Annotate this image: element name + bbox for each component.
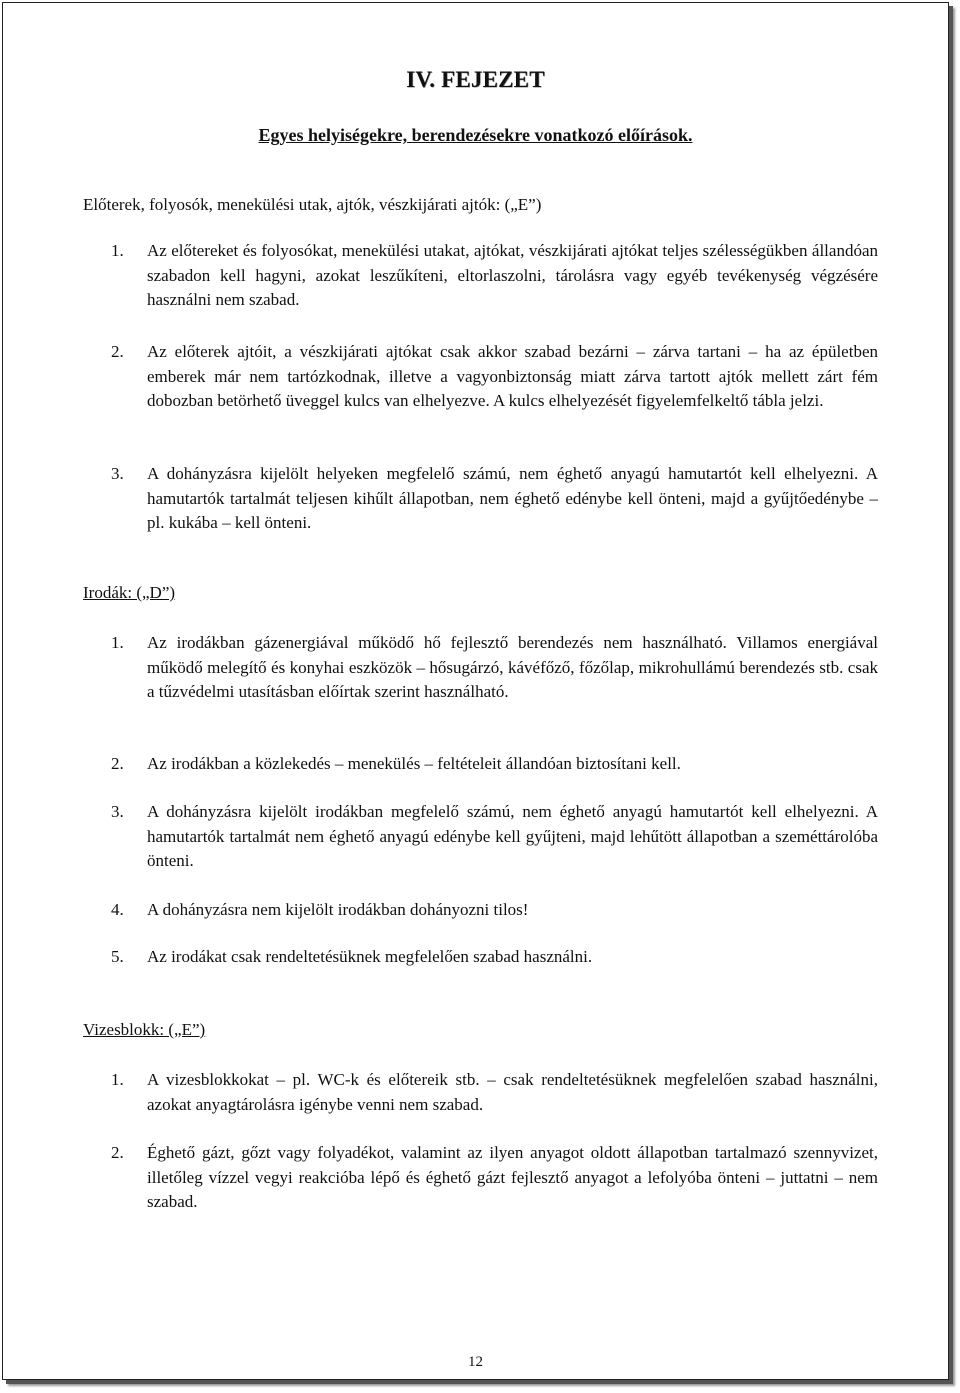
item-number: 5. [111, 947, 124, 966]
item-text: Az előterek ajtóit, a vészkijárati ajtókat csak akkor szabad bezárni – zárva tartani – ha az épületben emberek már nem tartózkodnak, illetve a vagyonbiztonság miatt zárva tartott ajtók mellett zárt fém dobozban betörhető üveggel kulcs van elhelyezve. A kulcs elhelyezését figyelemfelkeltő tábla jelzi. [147, 342, 878, 410]
chapter-title: IV. FEJEZET [406, 67, 545, 92]
item-number: 4. [111, 900, 124, 919]
item-text: A vizesblokkokat – pl. WC-k és előtereik stb. – csak rendeltetésüknek megfelelően szabad használni, azokat anyagtárolásra igénybe venni nem szabad. [147, 1070, 878, 1114]
subtitle: Egyes helyiségekre, berendezésekre vonatkozó előírások. [258, 125, 693, 145]
item-text: A dohányzásra nem kijelölt irodákban dohányozni tilos! [147, 900, 529, 919]
item-number: 1. [111, 1070, 124, 1089]
page-number: 12 [468, 1354, 483, 1370]
item-number: 3. [111, 802, 124, 821]
list-item [111, 631, 878, 705]
item-number: 3. [111, 464, 124, 483]
item-number: 2. [111, 1143, 124, 1162]
item-number: 1. [111, 633, 124, 652]
list-item [111, 462, 878, 536]
section-heading-vizesblokk: Vizesblokk: („E”) [83, 1020, 206, 1039]
document-page [2, 2, 949, 1380]
item-text: A dohányzásra kijelölt irodákban megfelelő számú, nem éghető anyagú hamutartót kell elhelyezni. A hamutartók tartalmát nem éghető anyagú edénybe kell gyűjteni, majd lehűtött állapotban a szeméttárolóba önteni. [147, 802, 878, 870]
section-heading-irodak: Irodák: („D”) [83, 583, 176, 602]
list-item [111, 1068, 878, 1117]
item-number: 2. [111, 342, 124, 361]
list-item [111, 1141, 878, 1215]
list-item [111, 898, 878, 923]
item-text: Az előtereket és folyosókat, menekülési utakat, ajtókat, vészkijárati ajtókat teljes szélességükben állandóan szabadon kell hagyni, azokat leszűkíteni, eltorlaszolni, tárolásra vagy egyéb tevékenység végzésére használni nem szabad. [147, 241, 878, 309]
list-item [111, 752, 878, 777]
list-item [111, 239, 878, 313]
item-text: A dohányzásra kijelölt helyeken megfelelő számú, nem éghető anyagú hamutartót kell elhelyezni. A hamutartók tartalmát teljesen kihűlt állapotban, nem éghető edénybe kell önteni, majd a gyűjtőedénybe – pl. kukába – kell önteni. [147, 464, 878, 532]
list-item [111, 340, 878, 414]
list-item [111, 945, 878, 970]
item-number: 1. [111, 241, 124, 260]
item-text: Éghető gázt, gőzt vagy folyadékot, valamint az ilyen anyagot oldott állapotban tartalmazó szennyvizet, illetőleg vízzel vegyi reakcióba lépő és éghető gázt fejlesztő anyagot a lefolyóba önteni – juttatni – nem szabad. [147, 1143, 878, 1211]
section-heading-eloterek: Előterek, folyosók, menekülési utak, ajtók, vészkijárati ajtók: („E”) [83, 195, 542, 214]
item-text: Az irodákban gázenergiával működő hő fejlesztő berendezés nem használható. Villamos energiával működő melegítő és konyhai eszközök – hősugárzó, kávéfőző, főzőlap, mikrohullámú berendezés stb. csak a tűzvédelmi utasításban előírtak szerint használható. [147, 633, 878, 701]
item-text: Az irodákban a közlekedés – menekülés – feltételeit állandóan biztosítani kell. [147, 754, 681, 773]
item-text: Az irodákat csak rendeltetésüknek megfelelően szabad használni. [147, 947, 593, 966]
item-number: 2. [111, 754, 124, 773]
list-item [111, 800, 878, 874]
